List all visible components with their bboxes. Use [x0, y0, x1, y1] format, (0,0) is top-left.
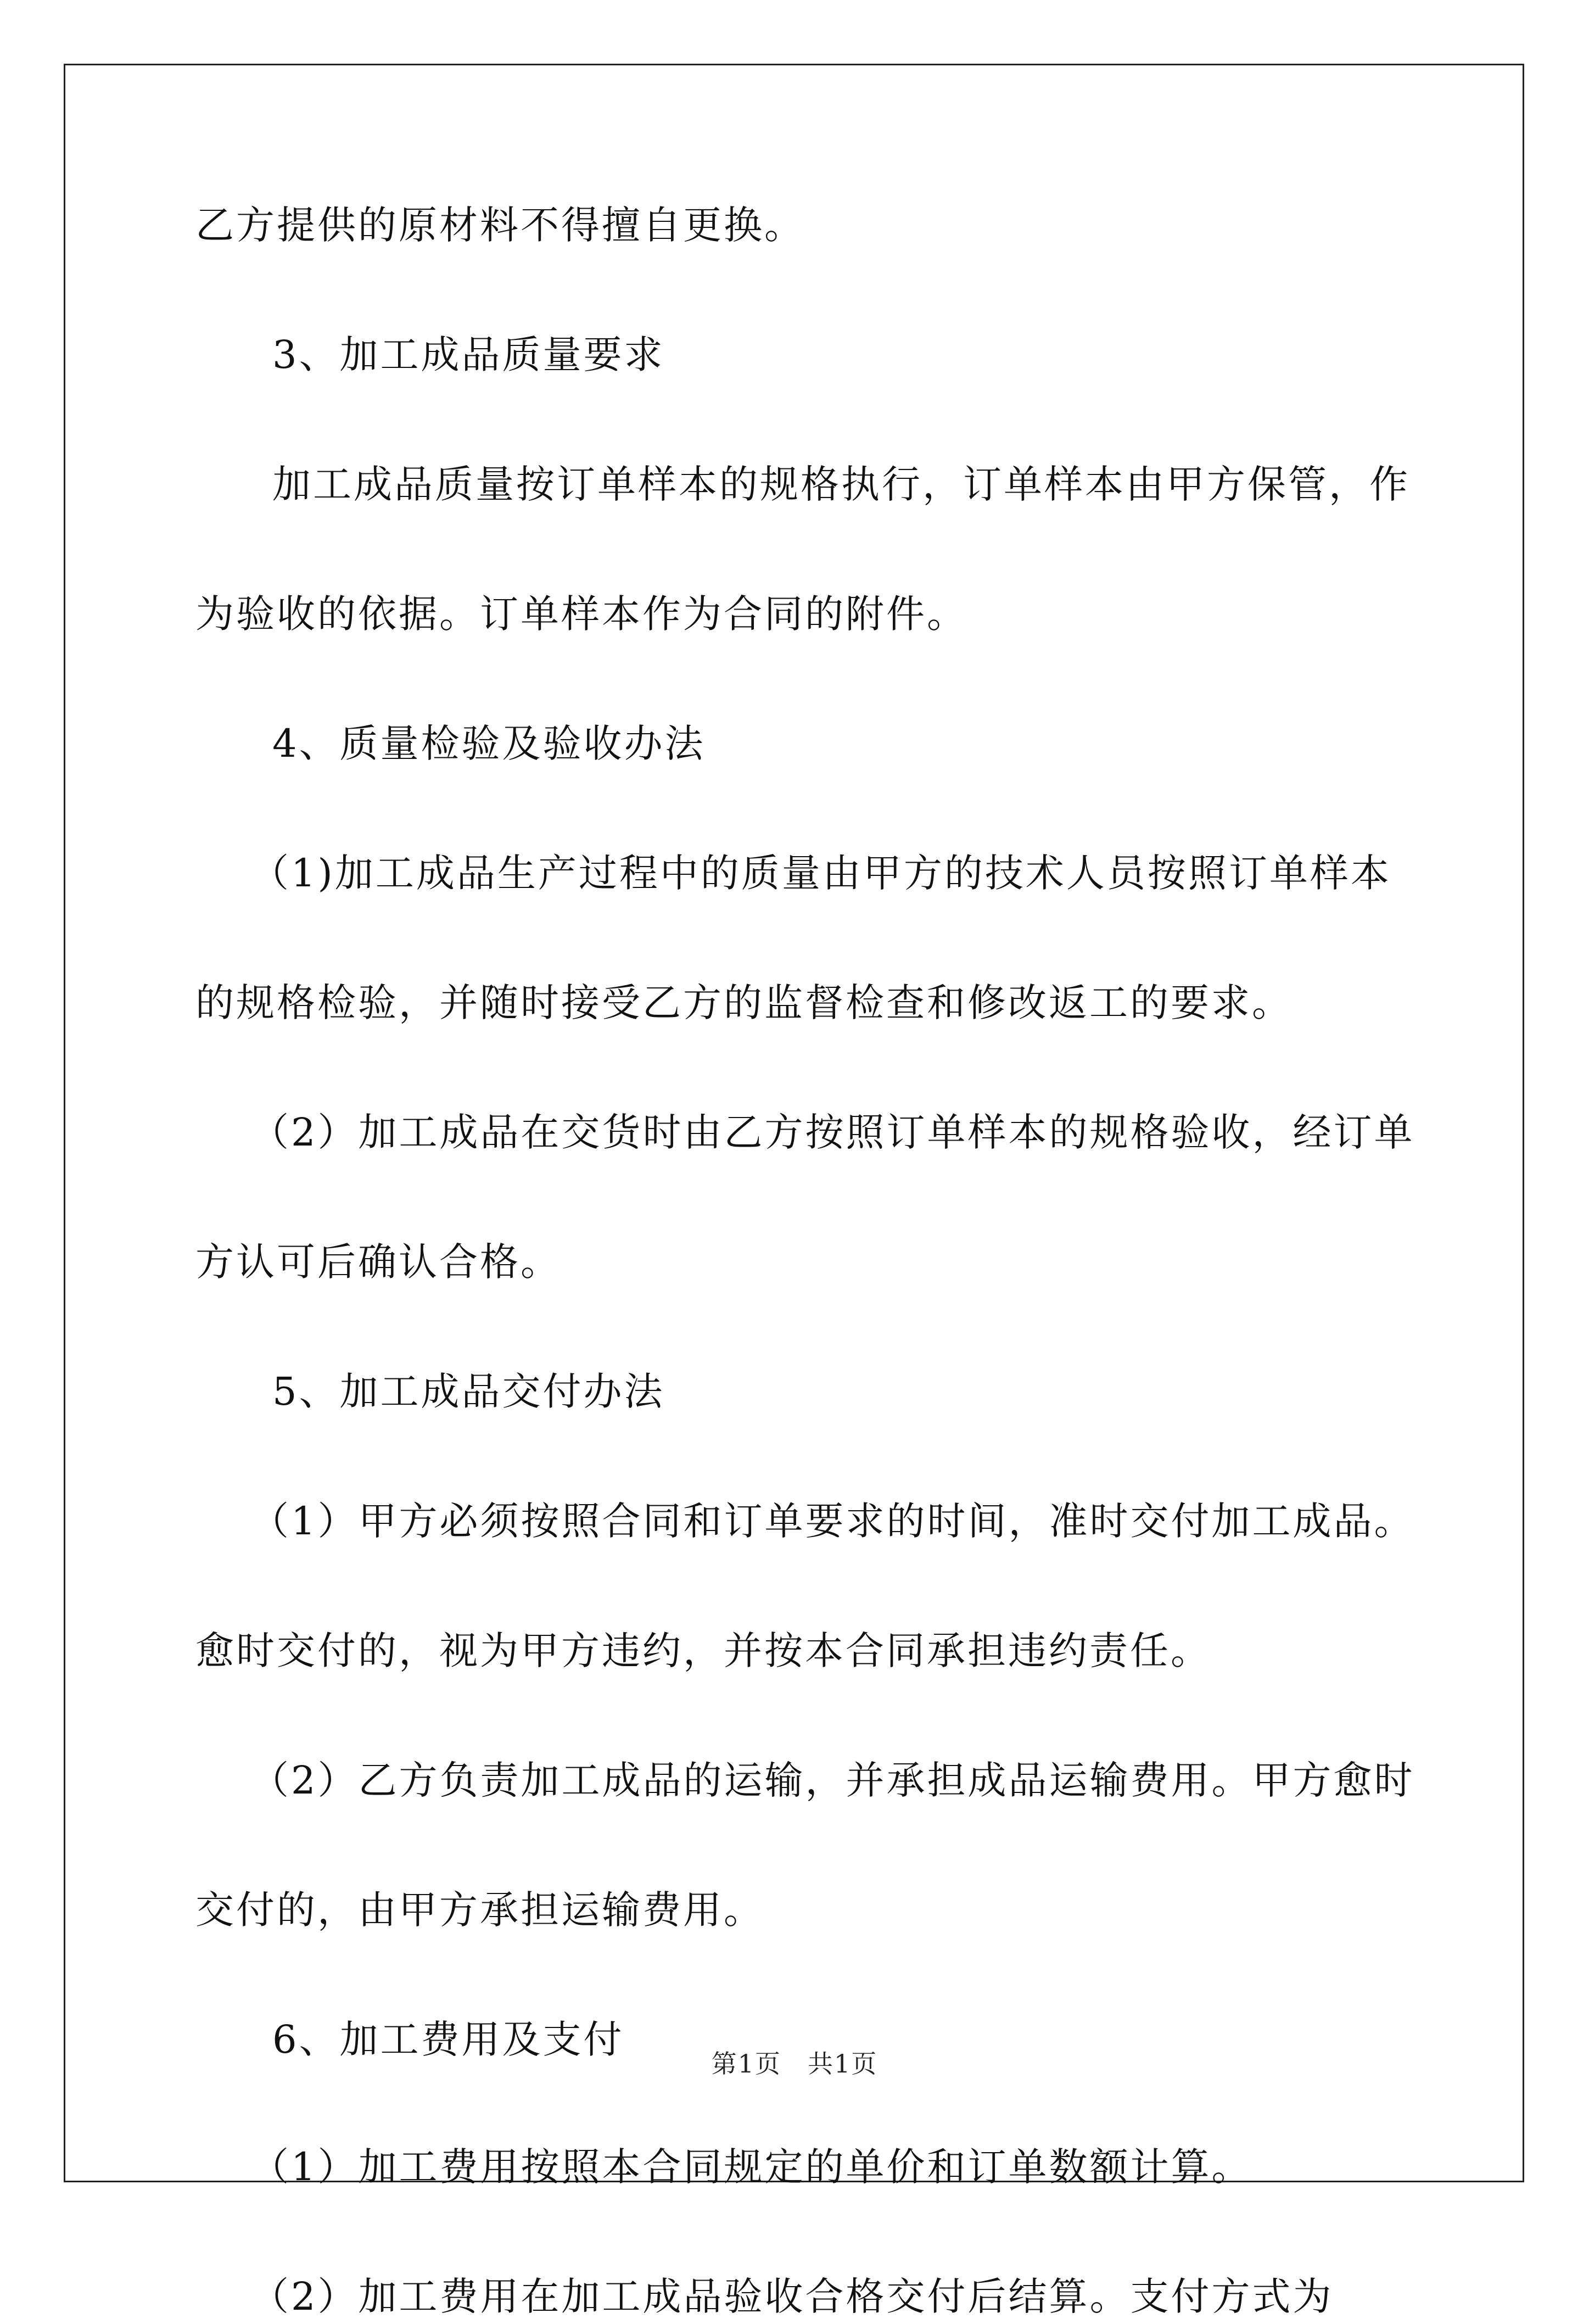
paragraph-line: （1）甲方必须按照合同和订单要求的时间，准时交付加工成品。 — [250, 1499, 1415, 1544]
section-heading: 3、加工成品质量要求 — [272, 332, 665, 377]
paragraph-line: （1）加工费用按照本合同规定的单价和订单数额计算。 — [250, 2144, 1252, 2189]
paragraph-line: （2）加工成品在交货时由乙方按照订单样本的规格验收，经订单 — [250, 1110, 1415, 1155]
paragraph-line: （2）乙方负责加工成品的运输，并承担成品运输费用。甲方愈时 — [250, 1758, 1415, 1803]
paragraph-line: 乙方提供的原材料不得擅自更换。 — [195, 203, 805, 248]
paragraph-line: 为验收的依据。订单样本作为合同的附件。 — [195, 591, 967, 636]
paragraph-line: 加工成品质量按订单样本的规格执行，订单样本由甲方保管，作 — [272, 462, 1410, 507]
paragraph-line: 交付的，由甲方承担运输费用。 — [195, 1887, 764, 1932]
paragraph-line: （1)加工成品生产过程中的质量由甲方的技术人员按照订单样本 — [250, 851, 1391, 896]
paragraph-line: 的规格检验，并随时接受乙方的监督检查和修改返工的要求。 — [195, 980, 1293, 1025]
section-heading: 4、质量检验及验收办法 — [272, 721, 706, 766]
page-footer: 第1页 共1页 — [711, 2049, 878, 2079]
section-heading: 5、加工成品交付办法 — [272, 1369, 665, 1414]
paragraph-line: 愈时交付的，视为甲方违约，并按本合同承担违约责任。 — [195, 1628, 1211, 1673]
paragraph-line: 方认可后确认合格。 — [195, 1239, 561, 1284]
paragraph-line: （2）加工费用在加工成品验收合格交付后结算。支付方式为 — [250, 2274, 1334, 2319]
section-heading: 6、加工费用及支付 — [272, 2017, 624, 2062]
